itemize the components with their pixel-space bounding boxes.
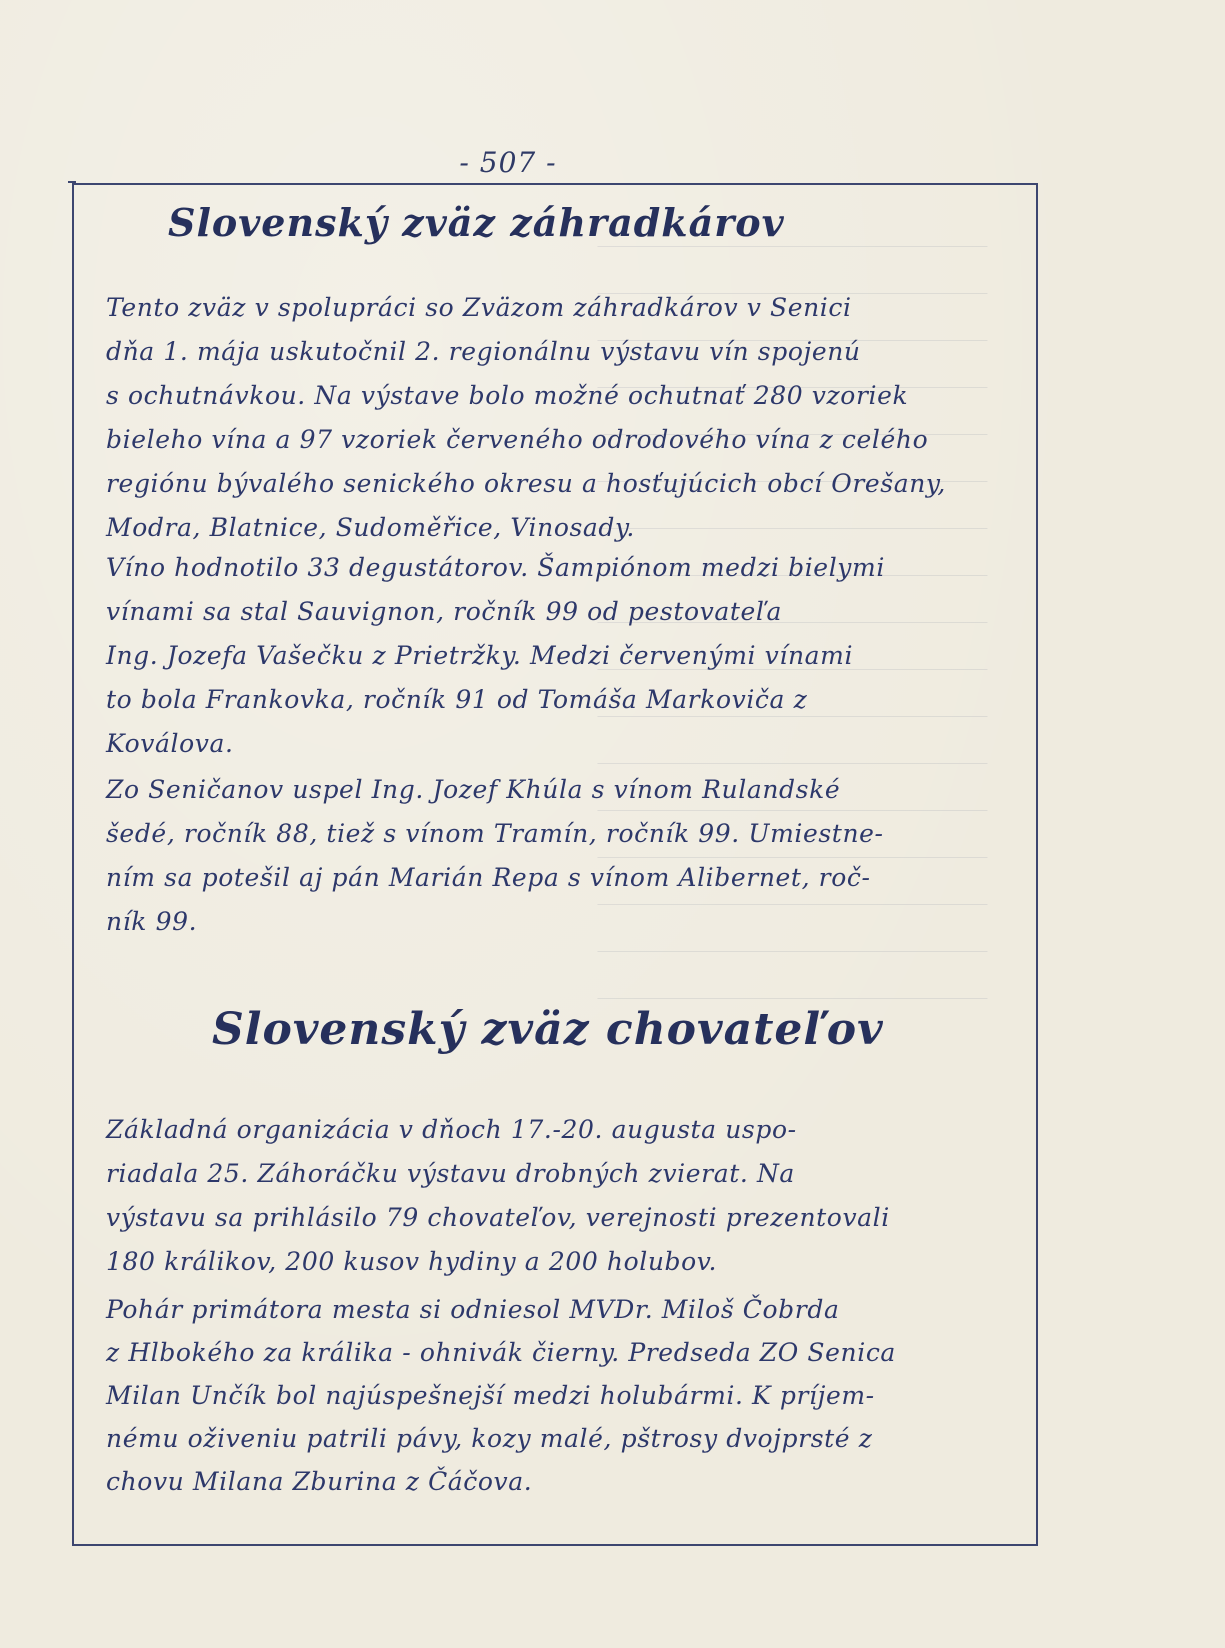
text-line: regiónu bývalého senického okresu a hosťujúcich obcí Orešany, <box>106 469 946 498</box>
text-line: riadala 25. Záhoráčku výstavu drobných zvierat. Na <box>106 1159 795 1188</box>
text-line: bieleho vína a 97 vzoriek červeného odrodového vína z celého <box>106 425 929 454</box>
text-line: Zo Seničanov uspel Ing. Jozef Khúla s vínom Rulandské <box>106 775 841 804</box>
gardeners-paragraph-1 <box>106 286 1026 550</box>
text-line: to bola Frankovka, ročník 91 od Tomáša Markoviča z <box>106 685 808 714</box>
gardeners-paragraph-3 <box>106 768 1026 944</box>
page-number: - 507 - <box>459 146 557 179</box>
breeders-paragraph-1 <box>106 1108 1026 1284</box>
text-line: 180 králikov, 200 kusov hydiny a 200 holubov. <box>106 1247 718 1276</box>
breeders-paragraph-2 <box>106 1288 1026 1503</box>
text-line: Pohár primátora mesta si odniesol MVDr. Miloš Čobrda <box>106 1295 840 1324</box>
section-title-breeders: Slovenský zväz chovateľov <box>212 1004 884 1055</box>
text-line: ník 99. <box>106 907 198 936</box>
text-line: z Hlbokého za králika - ohnivák čierny. Predseda ZO Senica <box>106 1338 896 1367</box>
text-line: nému oživeniu patrili pávy, kozy malé, pštrosy dvojprsté z <box>106 1424 873 1453</box>
text-line: Koválova. <box>106 729 234 758</box>
text-line: Modra, Blatnice, Sudoměřice, Vinosady. <box>106 513 635 542</box>
text-line: šedé, ročník 88, tiež s vínom Tramín, ročník 99. Umiestne- <box>106 819 884 848</box>
text-line: Tento zväz v spolupráci so Zväzom záhradkárov v Senici <box>106 293 852 322</box>
text-line: dňa 1. mája uskutočnil 2. regionálnu výstavu vín spojenú <box>106 337 861 366</box>
text-line: s ochutnávkou. Na výstave bolo možné ochutnať 280 vzoriek <box>106 381 909 410</box>
text-line: chovu Milana Zburina z Čáčova. <box>106 1467 533 1496</box>
text-line: Milan Unčík bol najúspešnejší medzi holubármi. K príjem- <box>106 1381 875 1410</box>
text-line: výstavu sa prihlásilo 79 chovateľov, verejnosti prezentovali <box>106 1203 890 1232</box>
gardeners-paragraph-2 <box>106 546 1026 766</box>
text-line: Víno hodnotilo 33 degustátorov. Šampiónom medzi bielymi <box>106 553 885 582</box>
text-line: Ing. Jozefa Vašečku z Prietržky. Medzi červenými vínami <box>106 641 854 670</box>
section-title-gardeners: Slovenský zväz záhradkárov <box>168 200 785 245</box>
text-line: vínami sa stal Sauvignon, ročník 99 od pestovateľa <box>106 597 783 626</box>
text-line: ním sa potešil aj pán Marián Repa s vínom Alibernet, roč- <box>106 863 871 892</box>
text-line: Základná organizácia v dňoch 17.-20. augusta uspo- <box>106 1115 797 1144</box>
